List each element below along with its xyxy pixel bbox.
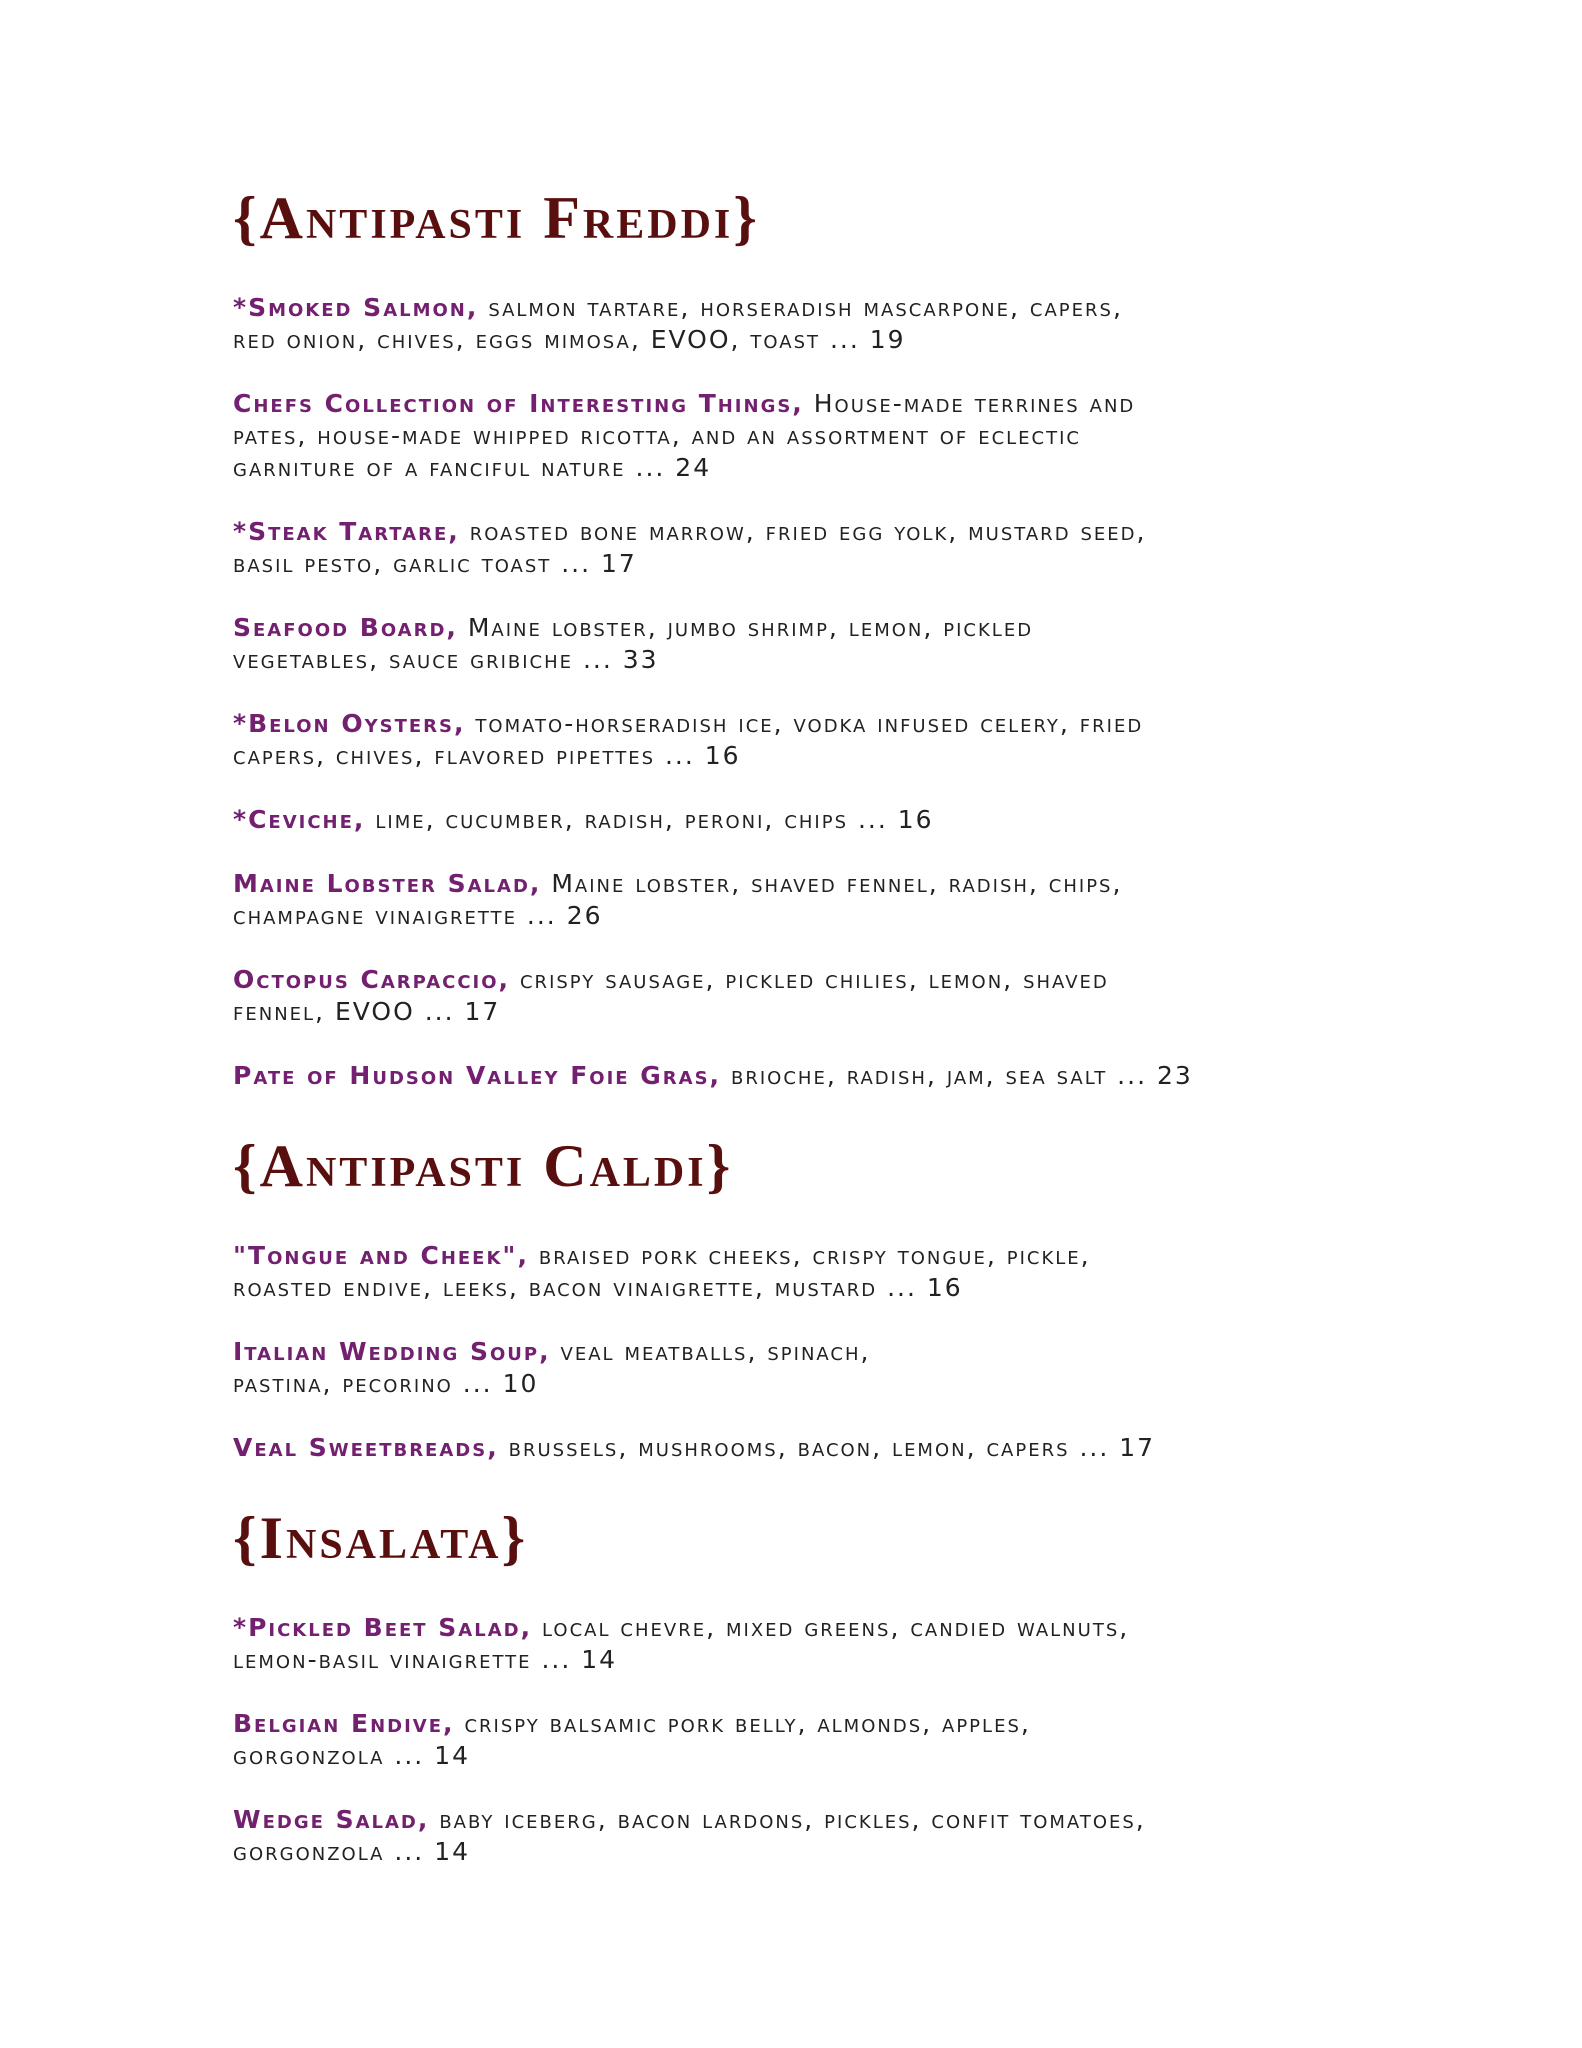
section-antipasti-caldi [233, 1133, 1373, 1464]
menu-item-chefs-collection [233, 388, 1373, 484]
menu-item-name: Octopus Carpaccio, [233, 965, 511, 994]
menu-item-line [233, 612, 1373, 644]
section-title: {Antipasti Caldi} [233, 1133, 734, 1199]
menu-item-description: gorgonzola ... 14 [233, 1741, 471, 1770]
menu-item-description: garniture of a fanciful nature ... 24 [233, 453, 712, 482]
menu-item-description: lime, cucumber, radish, peroni, chips ... 16 [365, 805, 934, 834]
menu-item-description: crispy sausage, pickled chilies, lemon, shaved [510, 965, 1109, 994]
menu-item-line [233, 804, 1373, 836]
menu-item-maine-lobster-salad [233, 868, 1373, 932]
menu-item-line [233, 1060, 1373, 1092]
menu-item-description: vegetables, sauce gribiche ... 33 [233, 645, 659, 674]
menu-item-description: capers, chives, flavored pipettes ... 16 [233, 741, 741, 770]
menu-item-name: Maine Lobster Salad, [233, 869, 542, 898]
menu-item-octopus-carpaccio [233, 964, 1373, 1028]
menu-item-description: fennel, EVOO ... 17 [233, 997, 501, 1026]
menu-item-pickled-beet-salad [233, 1612, 1373, 1676]
menu-item-description: Maine lobster, shaved fennel, radish, chips, [541, 869, 1123, 898]
menu-item-description: roasted endive, leeks, bacon vinaigrette, mustard ... 16 [233, 1273, 963, 1302]
menu-item-line [233, 292, 1373, 324]
menu-item-line [233, 708, 1373, 740]
menu-item-line [233, 1804, 1373, 1836]
menu-item-name: Wedge Salad, [233, 1805, 430, 1834]
menu-item-description: red onion, chives, eggs mimosa, EVOO, toast ... 19 [233, 325, 906, 354]
menu-item-name: Italian Wedding Soup, [233, 1337, 551, 1366]
menu-item-name: *Ceviche, [233, 805, 366, 834]
menu-item-description: salmon tartare, horseradish mascarpone, capers, [478, 293, 1123, 322]
menu-item-line [233, 1336, 1373, 1368]
menu-item-description: gorgonzola ... 14 [233, 1837, 471, 1866]
menu-item-name: Veal Sweetbreads, [233, 1433, 499, 1462]
menu-item-description: brussels, mushrooms, bacon, lemon, capers ... 17 [498, 1433, 1156, 1462]
menu-item-name: *Pickled Beet Salad, [233, 1613, 533, 1642]
menu-item-line [233, 388, 1373, 420]
menu-item-veal-sweetbreads [233, 1432, 1373, 1464]
menu-item-wedge-salad [233, 1804, 1373, 1868]
menu-item-description: roasted bone marrow, fried egg yolk, mustard seed, [459, 517, 1147, 546]
menu-item-description: champagne vinaigrette ... 26 [233, 901, 603, 930]
menu-item-line [233, 1612, 1373, 1644]
menu-item-description: lemon-basil vinaigrette ... 14 [233, 1645, 618, 1674]
section-antipasti-freddi [233, 185, 1373, 1092]
menu-item-line [233, 1432, 1373, 1464]
menu-item-line [233, 1708, 1373, 1740]
menu-item-name: *Belon Oysters, [233, 709, 466, 738]
menu-item-steak-tartare [233, 516, 1373, 580]
menu-item-name: *Smoked Salmon, [233, 293, 479, 322]
menu-item-ceviche [233, 804, 1373, 836]
menu-item-belon-oysters [233, 708, 1373, 772]
menu-item-description: veal meatballs, spinach, [550, 1337, 871, 1366]
menu-item-line [233, 516, 1373, 548]
menu-item-description: pastina, pecorino ... 10 [233, 1369, 539, 1398]
menu-item-name: Seafood Board, [233, 613, 458, 642]
menu-item-belgian-endive [233, 1708, 1373, 1772]
menu-item-name: Chefs Collection of Interesting Things, [233, 389, 804, 418]
menu-item-line [233, 1240, 1373, 1272]
menu-item-description: Maine lobster, jumbo shrimp, lemon, pickled [457, 613, 1034, 642]
menu-item-description: House-made terrines and [803, 389, 1136, 418]
menu-item-description: pates, house-made whipped ricotta, and an assortment of eclectic [233, 421, 1081, 450]
menu-item-name: "Tongue and Cheek", [233, 1241, 529, 1270]
menu-item-description: baby iceberg, bacon lardons, pickles, confit tomatoes, [429, 1805, 1146, 1834]
menu-item-name: *Steak Tartare, [233, 517, 460, 546]
menu-item-description: basil pesto, garlic toast ... 17 [233, 549, 637, 578]
section-insalata [233, 1505, 1373, 1868]
section-title: {Antipasti Freddi} [233, 185, 760, 251]
menu-item-name: Pate of Hudson Valley Foie Gras, [233, 1061, 722, 1090]
menu-item-line [233, 964, 1373, 996]
menu-item-line [233, 868, 1373, 900]
menu-item-seafood-board [233, 612, 1373, 676]
menu-item-name: Belgian Endive, [233, 1709, 455, 1738]
section-title: {Insalata} [233, 1505, 529, 1571]
menu-item-description: tomato-horseradish ice, vodka infused celery, fried [465, 709, 1144, 738]
menu-item-description: brioche, radish, jam, sea salt ... 23 [721, 1061, 1193, 1090]
menu-item-description: braised pork cheeks, crispy tongue, pickle, [528, 1241, 1091, 1270]
menu-content [233, 185, 1373, 1912]
menu-item-italian-wedding-soup [233, 1336, 1373, 1400]
menu-item-tongue-and-cheek [233, 1240, 1373, 1304]
menu-item-foie-gras [233, 1060, 1373, 1092]
menu-item-smoked-salmon [233, 292, 1373, 356]
menu-item-description: crispy balsamic pork belly, almonds, apples, [454, 1709, 1031, 1738]
menu-item-description: local chevre, mixed greens, candied walnuts, [532, 1613, 1130, 1642]
